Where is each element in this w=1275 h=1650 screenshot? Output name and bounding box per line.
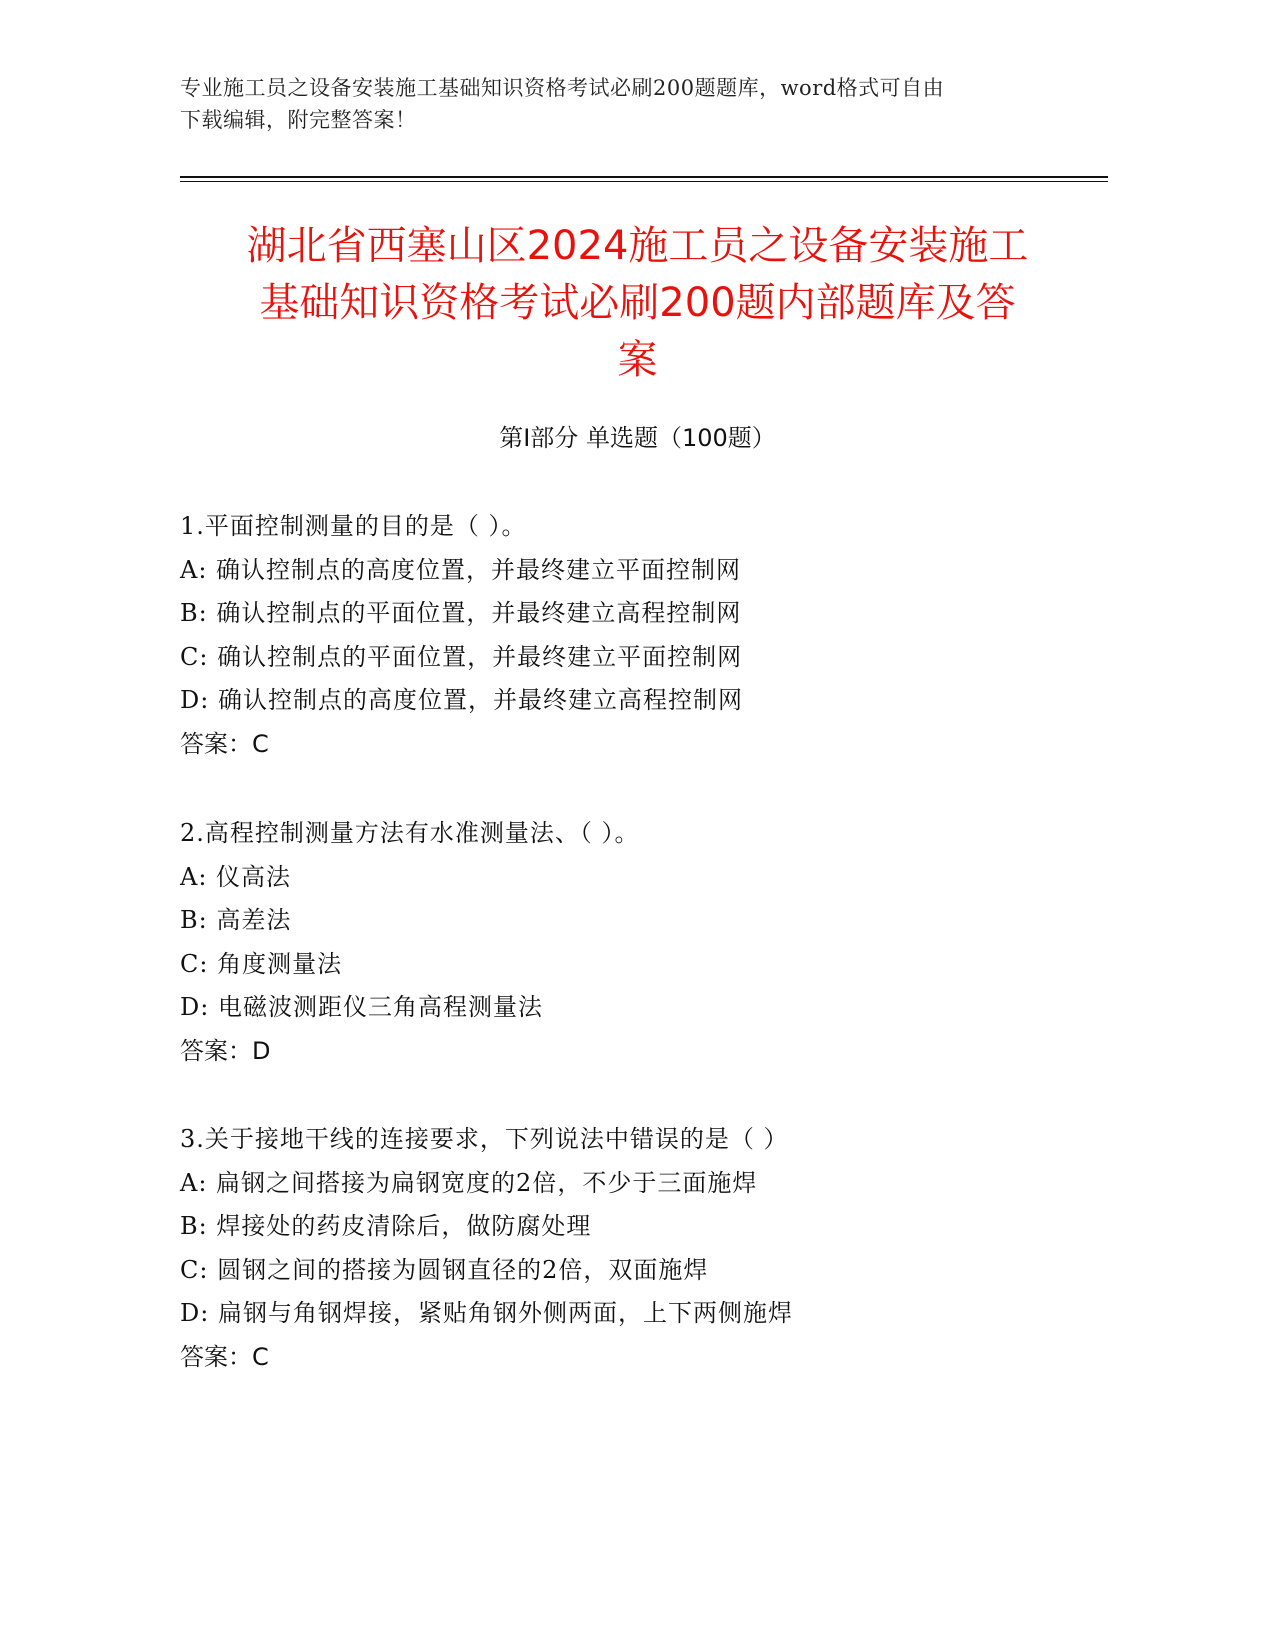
header-note (180, 72, 1080, 136)
question-1 (180, 505, 1080, 766)
answer: 答案：C (180, 1342, 269, 1371)
question-stem: 1.平面控制测量的目的是（ ）。 (180, 512, 527, 540)
option-c: C: 确认控制点的平面位置，并最终建立平面控制网 (180, 642, 743, 671)
option-a: A: 扁钢之间搭接为扁钢宽度的2倍，不少于三面施焊 (180, 1168, 758, 1197)
option-b: B: 确认控制点的平面位置，并最终建立高程控制网 (180, 599, 742, 627)
option-d: D: 扁钢与角钢焊接，紧贴角钢外侧两面，上下两侧施焊 (180, 1299, 793, 1327)
header-note-line-1: 专业施工员之设备安装施工基础知识资格考试必刷200题题库，word格式可自由 (180, 76, 945, 100)
option-c: C: 角度测量法 (180, 949, 343, 978)
question-3 (180, 1118, 1080, 1379)
section-heading: 第Ⅰ部分 单选题（100题） (499, 424, 776, 452)
question-stem: 2.高程控制测量方法有水准测量法、（ ）。 (180, 819, 640, 847)
answer: 答案：D (180, 1036, 271, 1065)
header-note-line-2: 下载编辑，附完整答案！ (180, 108, 417, 132)
option-d: D: 电磁波测距仪三角高程测量法 (180, 993, 543, 1021)
option-a: A: 仪高法 (180, 862, 292, 891)
option-a: A: 确认控制点的高度位置，并最终建立平面控制网 (180, 555, 742, 584)
answer: 答案：C (180, 729, 269, 758)
header-divider-thin (180, 181, 1108, 182)
document-title (160, 218, 1115, 389)
header-divider-thick (180, 176, 1108, 178)
document-title-line-1: 湖北省西塞山区2024施工员之设备安装施工 (246, 223, 1029, 269)
option-b: B: 焊接处的药皮清除后，做防腐处理 (180, 1212, 592, 1240)
question-stem: 3.关于接地干线的连接要求，下列说法中错误的是（ ） (180, 1125, 789, 1153)
option-d: D: 确认控制点的高度位置，并最终建立高程控制网 (180, 686, 743, 714)
document-title-line-3: 案 (617, 337, 658, 383)
option-c: C: 圆钢之间的搭接为圆钢直径的2倍，双面施焊 (180, 1255, 709, 1284)
option-b: B: 高差法 (180, 906, 292, 934)
document-title-line-2: 基础知识资格考试必刷200题内部题库及答 (259, 280, 1016, 326)
question-2 (180, 812, 1080, 1073)
